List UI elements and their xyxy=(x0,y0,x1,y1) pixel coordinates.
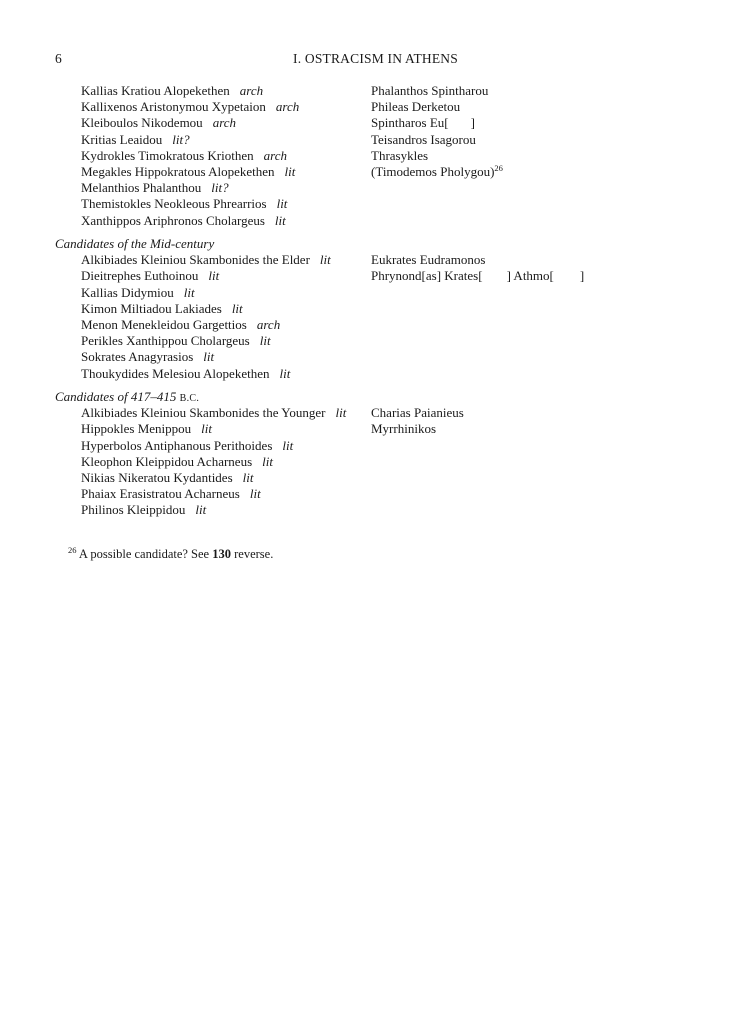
list-item xyxy=(371,164,671,180)
candidate-name: Themistokles Neokleous Phrearrios xyxy=(81,196,267,212)
candidate-name: Kleophon Kleippidou Acharneus xyxy=(81,453,253,469)
list-item xyxy=(81,164,381,180)
candidate-name: Hyperbolos Antiphanous Perithoides xyxy=(81,437,273,453)
list-item xyxy=(371,268,671,284)
list-item: Charias Paianieus xyxy=(371,405,464,421)
list-item xyxy=(81,333,381,349)
list-item xyxy=(81,285,381,301)
list-item xyxy=(81,317,381,333)
source-tag: lit xyxy=(201,421,212,437)
heading-text: Candidates of 417–415 xyxy=(55,389,180,404)
source-tag: lit xyxy=(284,163,296,179)
right-column xyxy=(371,83,671,180)
section-mid-century xyxy=(55,236,675,381)
page-number: 6 xyxy=(55,51,62,66)
list-item xyxy=(81,438,381,454)
list-item xyxy=(81,83,381,99)
source-tag: lit xyxy=(262,453,273,469)
candidate-name: Menon Menekleidou Gargettios xyxy=(81,316,247,332)
list-item xyxy=(81,405,381,421)
source-tag: lit xyxy=(195,502,207,518)
source-tag: lit xyxy=(276,196,288,212)
right-column xyxy=(371,405,671,437)
candidate-name: Alkibiades Kleiniou Skambonides the Younger xyxy=(81,405,326,421)
source-tag: arch xyxy=(212,115,237,131)
section-heading: Candidates of the Mid-century xyxy=(55,236,215,251)
list-item: Thrasykles xyxy=(371,147,429,163)
left-column xyxy=(81,405,381,518)
list-item xyxy=(81,180,381,196)
list-item: Teisandros Isagorou xyxy=(371,131,476,147)
source-tag: lit xyxy=(335,405,347,421)
fragment-text: Phrynond[as] Krates[ xyxy=(371,268,483,284)
source-tag: arch xyxy=(275,99,300,115)
list-item: Phalanthos Spintharou xyxy=(371,83,489,98)
candidate-name: Hippokles Menippou xyxy=(81,421,192,437)
list-item xyxy=(81,502,381,518)
candidate-name: Alkibiades Kleiniou Skambonides the Elder xyxy=(81,252,310,268)
source-tag: lit xyxy=(183,284,195,300)
list-item xyxy=(371,115,671,131)
lacuna-close: ] xyxy=(579,268,585,284)
source-tag: arch xyxy=(239,83,264,98)
candidate-name: Philinos Kleippidou xyxy=(81,502,186,518)
fragment-text: Spintharos Eu[ xyxy=(371,115,449,131)
list-item xyxy=(81,115,381,131)
footnote-text-end: reverse. xyxy=(230,547,274,561)
candidate-name: Kallixenos Aristonymou Xypetaion xyxy=(81,99,266,115)
source-tag: lit xyxy=(231,300,243,316)
footnote-number: 26 xyxy=(68,545,77,555)
list-item xyxy=(81,349,381,365)
source-tag: lit xyxy=(242,469,254,485)
list-item xyxy=(81,213,381,229)
fragment-text: ] Athmo[ xyxy=(506,268,554,284)
list-item xyxy=(81,268,381,284)
candidate-name: Kallias Didymiou xyxy=(81,284,174,300)
candidate-name: Sokrates Anagyrasios xyxy=(81,349,194,365)
source-tag: lit xyxy=(279,365,291,381)
source-tag: arch xyxy=(263,147,287,163)
section-heading xyxy=(55,389,675,405)
section-417-415 xyxy=(55,389,675,518)
candidate-name: Kimon Miltiadou Lakiades xyxy=(81,300,222,316)
list-item: Phileas Derketou xyxy=(371,99,461,115)
candidate-name: (Timodemos Pholygou) xyxy=(371,163,495,179)
list-item xyxy=(81,132,381,148)
footnote xyxy=(68,546,273,562)
footnote-reference: 130 xyxy=(212,547,231,561)
left-column xyxy=(81,83,381,229)
source-tag: lit xyxy=(249,486,261,502)
list-item: Eukrates Eudramonos xyxy=(371,252,486,268)
candidate-name: Megakles Hippokratous Alopekethen xyxy=(81,163,275,179)
candidate-name: Kleiboulos Nikodemou xyxy=(81,115,203,131)
footnote-text: A possible candidate? See xyxy=(76,547,213,561)
candidate-name: Thoukydides Melesiou Alopekethen xyxy=(81,365,270,381)
list-item: Myrrhinikos xyxy=(371,421,436,437)
candidate-name: Perikles Xanthippou Cholargeus xyxy=(81,333,250,349)
candidate-name: Kritias Leaidou xyxy=(81,131,163,147)
list-item xyxy=(81,366,381,382)
source-tag: lit xyxy=(274,212,286,228)
list-item xyxy=(81,470,381,486)
source-tag: arch xyxy=(256,316,281,332)
left-column xyxy=(81,252,381,382)
source-tag: lit xyxy=(208,268,220,284)
candidate-name: Dieitrephes Euthoinou xyxy=(81,268,199,284)
list-item xyxy=(81,252,381,268)
candidate-name: Phaiax Erasistratou Acharneus xyxy=(81,486,240,502)
source-tag: lit? xyxy=(211,180,229,196)
source-tag: lit xyxy=(259,333,271,349)
source-tag: lit xyxy=(203,349,215,365)
source-tag: lit xyxy=(319,252,331,268)
candidate-name: Kallias Kratiou Alopekethen xyxy=(81,83,230,98)
footnote-marker: 26 xyxy=(494,162,503,173)
candidate-name: Kydrokles Timokratous Kriothen xyxy=(81,147,254,163)
source-tag: lit? xyxy=(172,131,190,147)
list-item xyxy=(81,486,381,502)
candidate-name: Melanthios Phalanthou xyxy=(81,180,202,196)
source-tag: lit xyxy=(282,437,294,453)
right-column xyxy=(371,252,671,284)
heading-era: B.C. xyxy=(179,393,200,404)
candidate-name: Xanthippos Ariphronos Cholargeus xyxy=(81,212,265,228)
running-head: I. OSTRACISM IN ATHENS xyxy=(293,51,458,66)
list-item xyxy=(81,421,381,437)
list-item xyxy=(81,196,381,212)
list-item xyxy=(81,301,381,317)
list-item xyxy=(81,148,381,164)
candidate-name: Nikias Nikeratou Kydantides xyxy=(81,469,233,485)
list-item xyxy=(81,454,381,470)
list-item xyxy=(81,99,381,115)
lacuna-close: ] xyxy=(470,115,475,131)
